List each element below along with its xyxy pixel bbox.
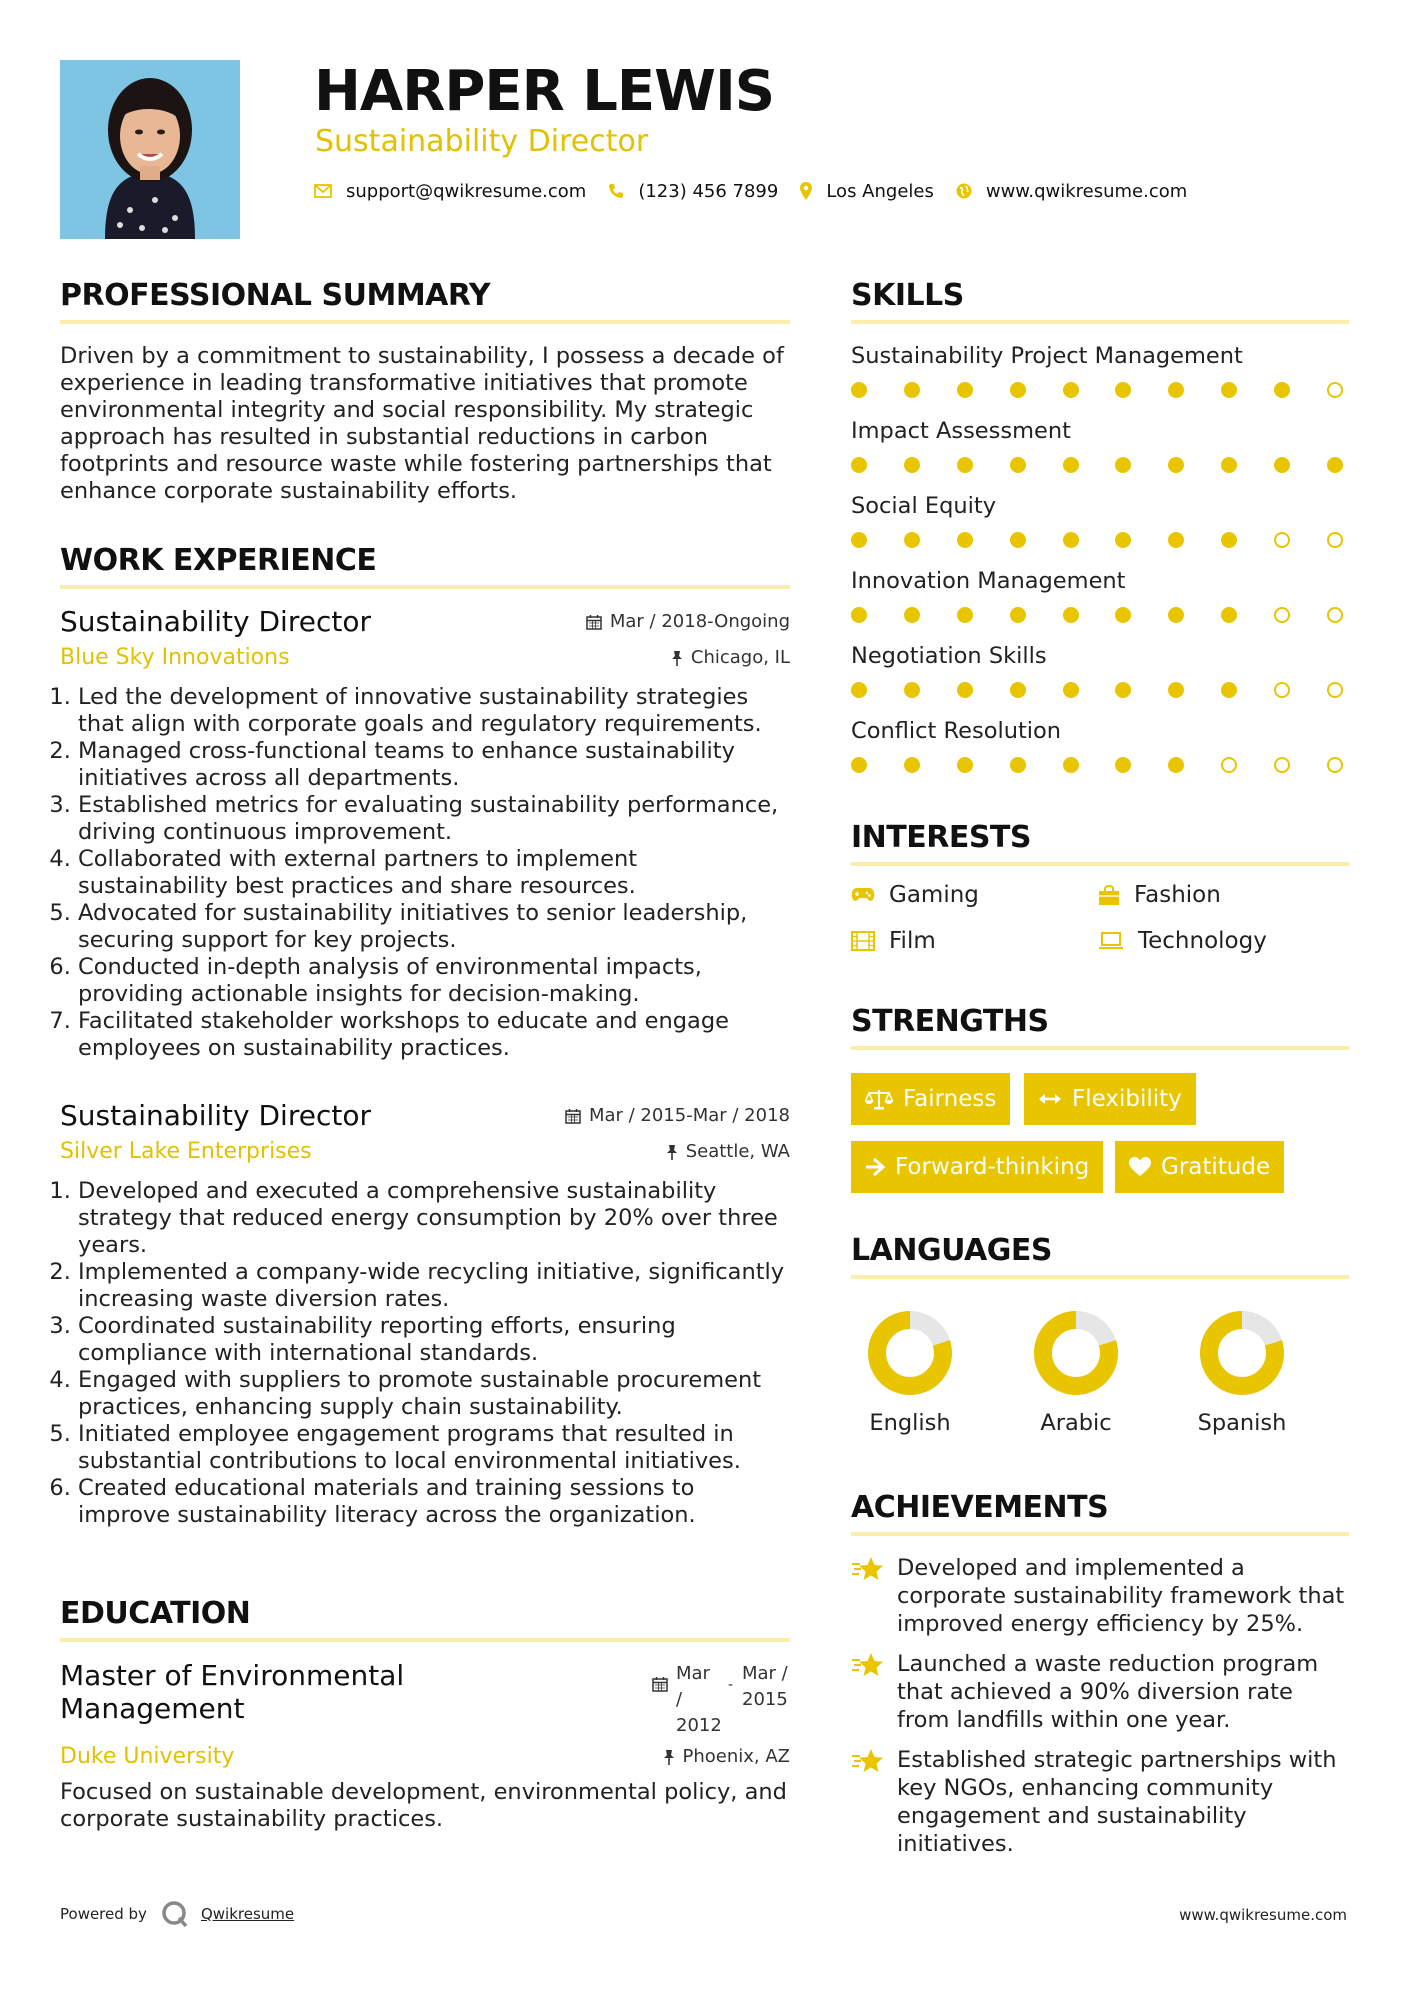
education-divider xyxy=(60,1638,790,1642)
interest-label: Gaming xyxy=(889,882,979,908)
end-month: Mar / xyxy=(742,1663,788,1684)
duty-item: 6. Created educational materials and training sessions to improve sustainability literacy across the organization. xyxy=(78,1475,790,1529)
summary-divider xyxy=(60,320,790,324)
map-marker-icon xyxy=(800,182,812,200)
skill-dot-filled xyxy=(1168,382,1184,398)
skill-dot-filled xyxy=(1063,532,1079,548)
duty-item: 2. Managed cross-functional teams to enhance sustainability initiatives across all departments. xyxy=(78,738,790,792)
skill-item xyxy=(851,567,1351,642)
job-dates-text: Mar / 2015-Mar / 2018 xyxy=(588,1105,790,1126)
star-icon xyxy=(851,1652,885,1678)
duty-item: 2. Implemented a company-wide recycling initiative, significantly increasing waste diversion rates. xyxy=(78,1259,790,1313)
star-icon xyxy=(851,1748,885,1774)
calendar-icon xyxy=(652,1676,668,1692)
skill-dot-filled xyxy=(851,757,867,773)
pin-icon xyxy=(663,1749,675,1765)
phone-icon xyxy=(608,183,624,199)
interest-label: Fashion xyxy=(1134,882,1221,908)
skills-list xyxy=(851,342,1351,792)
interests-divider xyxy=(851,862,1349,866)
contact-email-text: support@qwikresume.com xyxy=(346,180,587,202)
skill-dot-empty xyxy=(1274,532,1290,548)
strength-tag xyxy=(1115,1141,1284,1193)
skill-dot-filled xyxy=(1115,457,1131,473)
duty-item: 5. Advocated for sustainability initiatives to senior leadership, securing support for key projects. xyxy=(78,900,790,954)
skill-rating xyxy=(851,682,1343,698)
calendar-icon xyxy=(565,1108,581,1124)
skill-dot-filled xyxy=(1115,682,1131,698)
interest-label: Technology xyxy=(1138,928,1267,954)
skill-dot-filled xyxy=(851,607,867,623)
summary-heading: PROFESSIONAL SUMMARY xyxy=(60,278,491,313)
profile-photo xyxy=(60,60,240,239)
education-dates xyxy=(652,1659,790,1739)
skill-dot-filled xyxy=(1115,382,1131,398)
contact-phone-text: (123) 456 7899 xyxy=(638,180,779,202)
strengths-divider xyxy=(851,1046,1349,1050)
job-title: Sustainability Director xyxy=(60,1099,371,1132)
skill-dot-filled xyxy=(1168,757,1184,773)
contact-email[interactable] xyxy=(314,181,586,202)
achievement-item xyxy=(851,1650,1351,1734)
skill-dot-empty xyxy=(1327,682,1343,698)
skill-dot-filled xyxy=(1115,607,1131,623)
school-name: Duke University xyxy=(60,1744,235,1769)
job-location-text: Chicago, IL xyxy=(690,647,790,668)
duty-item: 4. Collaborated with external partners to implement sustainability best practices and share resources. xyxy=(78,846,790,900)
summary-text: Driven by a commitment to sustainability, I possess a decade of experience in leading transformative initiatives that promote environmental integrity and social responsibility. My strategic approach has resulted in substantial reductions in carbon footprints and resource waste while fostering partnerships that enhance corporate sustainability efforts. xyxy=(60,343,784,504)
candidate-name: HARPER LEWIS xyxy=(314,59,775,124)
language-name: Spanish xyxy=(1197,1410,1287,1436)
skill-item xyxy=(851,642,1351,717)
skill-rating xyxy=(851,457,1343,473)
skill-dot-filled xyxy=(1168,682,1184,698)
achievement-item xyxy=(851,1746,1351,1858)
strength-label: Fairness xyxy=(903,1086,997,1112)
strength-label: Forward-thinking xyxy=(895,1154,1090,1180)
interest-item xyxy=(1098,928,1267,954)
date-separator: - xyxy=(728,1677,734,1693)
achievements-list xyxy=(851,1554,1351,1858)
skill-rating xyxy=(851,382,1343,398)
interests-heading: INTERESTS xyxy=(851,820,1031,855)
strength-label: Gratitude xyxy=(1161,1154,1271,1180)
job-dates xyxy=(586,610,790,634)
contact-bar xyxy=(314,178,1209,204)
skill-dot-filled xyxy=(851,382,867,398)
skill-dot-filled xyxy=(851,682,867,698)
laptop-icon xyxy=(1098,932,1124,950)
languages-heading: LANGUAGES xyxy=(851,1233,1052,1268)
job-entry xyxy=(60,606,790,1062)
skill-dot-empty xyxy=(1221,757,1237,773)
languages-divider xyxy=(851,1275,1349,1279)
skill-rating xyxy=(851,607,1343,623)
job-dates-text: Mar / 2018-Ongoing xyxy=(609,611,790,632)
job-title: Sustainability Director xyxy=(60,605,371,638)
skill-dot-filled xyxy=(1063,682,1079,698)
skill-name: Conflict Resolution xyxy=(851,718,1062,744)
skill-dot-filled xyxy=(957,532,973,548)
footer-website[interactable]: www.qwikresume.com xyxy=(1179,1906,1347,1924)
contact-location-text: Los Angeles xyxy=(826,180,934,202)
skill-dot-filled xyxy=(957,757,973,773)
calendar-icon xyxy=(586,614,602,630)
skill-item xyxy=(851,417,1351,492)
duty-item: 1. Led the development of innovative sustainability strategies that align with corporate goals and regulatory requirements. xyxy=(78,684,790,738)
skill-dot-filled xyxy=(1168,532,1184,548)
achievements-divider xyxy=(851,1532,1349,1536)
skill-name: Negotiation Skills xyxy=(851,643,1047,669)
job-entry xyxy=(60,1100,790,1529)
skill-dot-empty xyxy=(1327,757,1343,773)
job-duties xyxy=(60,684,790,1062)
skill-dot-empty xyxy=(1274,682,1290,698)
powered-by-text: Powered by xyxy=(60,1905,147,1923)
skill-dot-filled xyxy=(1063,757,1079,773)
strength-tag xyxy=(851,1073,1010,1125)
skills-heading: SKILLS xyxy=(851,278,964,313)
strength-label: Flexibility xyxy=(1072,1086,1182,1112)
globe-icon xyxy=(956,183,972,199)
achievements-heading: ACHIEVEMENTS xyxy=(851,1490,1109,1525)
skill-dot-filled xyxy=(1221,457,1237,473)
language-name: English xyxy=(869,1410,951,1436)
skill-rating xyxy=(851,757,1343,773)
job-dates xyxy=(565,1104,790,1128)
strength-tag xyxy=(851,1141,1103,1193)
skill-dot-empty xyxy=(1274,607,1290,623)
brand-link[interactable]: Qwikresume xyxy=(200,1905,295,1923)
achievement-text: Established strategic partnerships with key NGOs, enhancing community engagement and sustainability initiatives. xyxy=(897,1747,1337,1857)
start-year: 2012 xyxy=(676,1715,722,1736)
degree-title: Master of Environmental Management xyxy=(60,1659,405,1725)
pin-icon xyxy=(666,1144,678,1160)
contact-website-text: www.qwikresume.com xyxy=(985,180,1188,202)
skill-dot-filled xyxy=(1274,457,1290,473)
shopping-bag-icon xyxy=(1098,884,1120,906)
end-year: 2015 xyxy=(742,1689,788,1710)
skill-dot-filled xyxy=(1168,457,1184,473)
interest-item xyxy=(851,928,936,954)
skill-dot-filled xyxy=(904,682,920,698)
achievement-text: Developed and implemented a corporate sustainability framework that improved energy efficiency by 25%. xyxy=(897,1555,1345,1637)
qwikresume-logo-icon xyxy=(161,1900,189,1928)
skill-dot-filled xyxy=(1115,757,1131,773)
skill-dot-filled xyxy=(904,757,920,773)
work-heading: WORK EXPERIENCE xyxy=(60,543,377,578)
contact-location xyxy=(800,181,934,202)
skill-dot-filled xyxy=(1010,457,1026,473)
skill-dot-filled xyxy=(1168,607,1184,623)
skill-name: Social Equity xyxy=(851,493,997,519)
strength-tag xyxy=(1024,1073,1196,1125)
arrow-right-icon xyxy=(865,1158,885,1176)
gamepad-icon xyxy=(851,887,875,903)
duty-item: 6. Conducted in-depth analysis of environmental impacts, providing actionable insights for decision-making. xyxy=(78,954,790,1008)
duty-item: 7. Facilitated stakeholder workshops to educate and engage employees on sustainability practices. xyxy=(78,1008,790,1062)
skill-dot-filled xyxy=(1063,382,1079,398)
skill-dot-filled xyxy=(851,457,867,473)
skill-dot-filled xyxy=(1274,382,1290,398)
language-name: Arabic xyxy=(1040,1410,1112,1436)
candidate-title: Sustainability Director xyxy=(315,124,649,159)
duty-item: 1. Developed and executed a comprehensive sustainability strategy that reduced energy consumption by 20% over three years. xyxy=(78,1178,790,1259)
skill-dot-filled xyxy=(1115,532,1131,548)
skill-dot-filled xyxy=(957,607,973,623)
skill-name: Impact Assessment xyxy=(851,418,1071,444)
skill-item xyxy=(851,492,1351,567)
skill-dot-filled xyxy=(1010,607,1026,623)
skill-dot-filled xyxy=(1221,682,1237,698)
skill-dot-filled xyxy=(1221,382,1237,398)
education-heading: EDUCATION xyxy=(60,1596,251,1631)
skill-dot-filled xyxy=(957,682,973,698)
arrows-horizontal-icon xyxy=(1038,1092,1062,1106)
duty-item: 5. Initiated employee engagement programs that resulted in substantial contributions to local environmental initiatives. xyxy=(78,1421,790,1475)
duty-item: 4. Engaged with suppliers to promote sustainable procurement practices, enhancing supply chain sustainability. xyxy=(78,1367,790,1421)
skill-dot-filled xyxy=(957,382,973,398)
education-location xyxy=(663,1745,791,1769)
interest-item xyxy=(1098,882,1221,908)
job-location xyxy=(671,646,790,670)
skill-dot-filled xyxy=(1221,532,1237,548)
language-item xyxy=(1177,1310,1307,1436)
education-entry xyxy=(60,1659,790,1833)
language-item xyxy=(845,1310,975,1436)
job-company: Silver Lake Enterprises xyxy=(60,1139,312,1164)
job-location-text: Seattle, WA xyxy=(685,1141,790,1162)
skill-dot-empty xyxy=(1327,532,1343,548)
skill-dot-filled xyxy=(1327,457,1343,473)
skill-dot-filled xyxy=(1221,607,1237,623)
job-duties xyxy=(60,1178,790,1529)
heart-icon xyxy=(1129,1157,1151,1177)
start-month: Mar / xyxy=(676,1663,710,1710)
job-company: Blue Sky Innovations xyxy=(60,645,290,670)
skill-name: Sustainability Project Management xyxy=(851,343,1243,369)
skills-divider xyxy=(851,320,1349,324)
skill-dot-filled xyxy=(1010,382,1026,398)
contact-phone[interactable] xyxy=(608,181,778,202)
star-icon xyxy=(851,1556,885,1582)
contact-website[interactable] xyxy=(956,181,1187,202)
skill-dot-filled xyxy=(904,607,920,623)
skill-dot-empty xyxy=(1327,607,1343,623)
footer-powered-by xyxy=(60,1900,294,1928)
envelope-icon xyxy=(314,184,332,198)
interest-item xyxy=(851,882,979,908)
interest-label: Film xyxy=(889,928,936,954)
skill-rating xyxy=(851,532,1343,548)
skill-dot-filled xyxy=(904,382,920,398)
strengths-heading: STRENGTHS xyxy=(851,1004,1049,1039)
job-location xyxy=(666,1140,790,1164)
skill-dot-filled xyxy=(851,532,867,548)
skill-dot-filled xyxy=(1010,532,1026,548)
language-item xyxy=(1011,1310,1141,1436)
skill-dot-filled xyxy=(1063,607,1079,623)
skill-dot-empty xyxy=(1274,757,1290,773)
skill-name: Innovation Management xyxy=(851,568,1126,594)
achievement-text: Launched a waste reduction program that achieved a 90% diversion rate from landfills within one year. xyxy=(897,1651,1319,1733)
skill-dot-filled xyxy=(904,457,920,473)
skill-item xyxy=(851,342,1351,417)
skill-item xyxy=(851,717,1351,792)
skill-dot-filled xyxy=(904,532,920,548)
pin-icon xyxy=(671,650,683,666)
education-location-text: Phoenix, AZ xyxy=(682,1746,790,1767)
duty-item: 3. Established metrics for evaluating sustainability performance, driving continuous improvement. xyxy=(78,792,790,846)
achievement-item xyxy=(851,1554,1351,1638)
skill-dot-filled xyxy=(1010,682,1026,698)
skill-dot-filled xyxy=(957,457,973,473)
education-description: Focused on sustainable development, environmental policy, and corporate sustainability practices. xyxy=(60,1779,787,1832)
skill-dot-filled xyxy=(1010,757,1026,773)
work-divider xyxy=(60,585,790,589)
skill-dot-empty xyxy=(1327,382,1343,398)
film-icon xyxy=(851,931,875,951)
balance-scale-icon xyxy=(865,1088,893,1110)
duty-item: 3. Coordinated sustainability reporting efforts, ensuring compliance with international standards. xyxy=(78,1313,790,1367)
skill-dot-filled xyxy=(1063,457,1079,473)
